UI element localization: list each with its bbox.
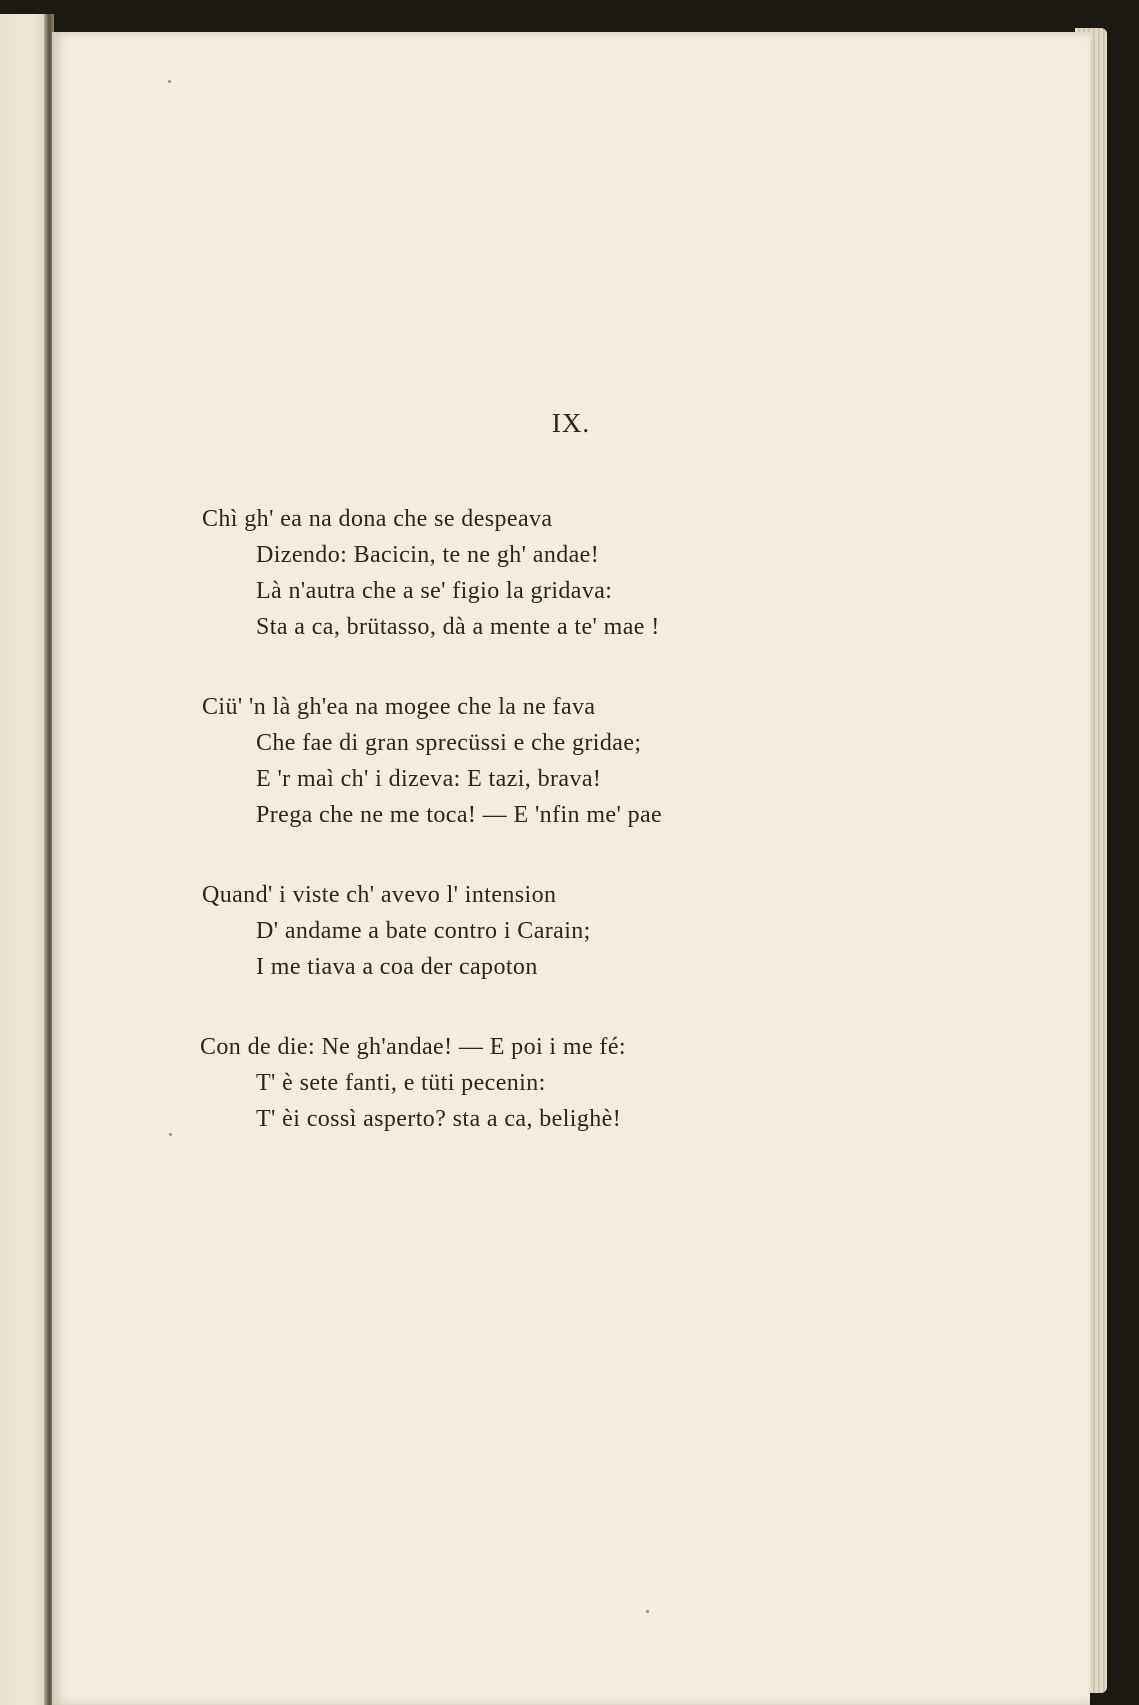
poem-line: E 'r maì ch' i dizeva: E tazi, brava! [256,766,602,792]
poem-line: T' èi cossì asperto? sta a ca, belighè! [256,1106,622,1132]
left-page-edge [0,14,50,1705]
poem-line: Chì gh' ea na dona che se despeava [202,506,553,532]
paper-speck [168,80,171,83]
poem-line: D' andame a bate contro i Carain; [256,918,591,944]
poem-line: Là n'autra che a se' figio la gridava: [256,578,613,604]
poem-line: Quand' i viste ch' avevo l' intension [202,882,557,908]
paper-speck [169,1133,172,1136]
poem-line: Dizendo: Bacicin, te ne gh' andae! [256,542,600,568]
book-page [52,32,1090,1705]
poem-line: I me tiava a coa der capoton [256,954,538,980]
paper-speck [646,1610,649,1613]
poem-line: Che fae di gran sprecüssi e che gridae; [256,730,642,756]
poem-line: Ciü' 'n là gh'ea na mogee che la ne fava [202,694,596,720]
poem-line: Prega che ne me toca! — E 'nfin me' pae [256,802,663,828]
poem-line: Sta a ca, brütasso, dà a mente a te' mae ! [256,614,660,640]
poem-line: Con de die: Ne gh'andae! — E poi i me fé: [200,1034,626,1060]
chapter-number: IX. [551,408,591,438]
poem-line: T' è sete fanti, e tüti pecenin: [256,1070,546,1096]
